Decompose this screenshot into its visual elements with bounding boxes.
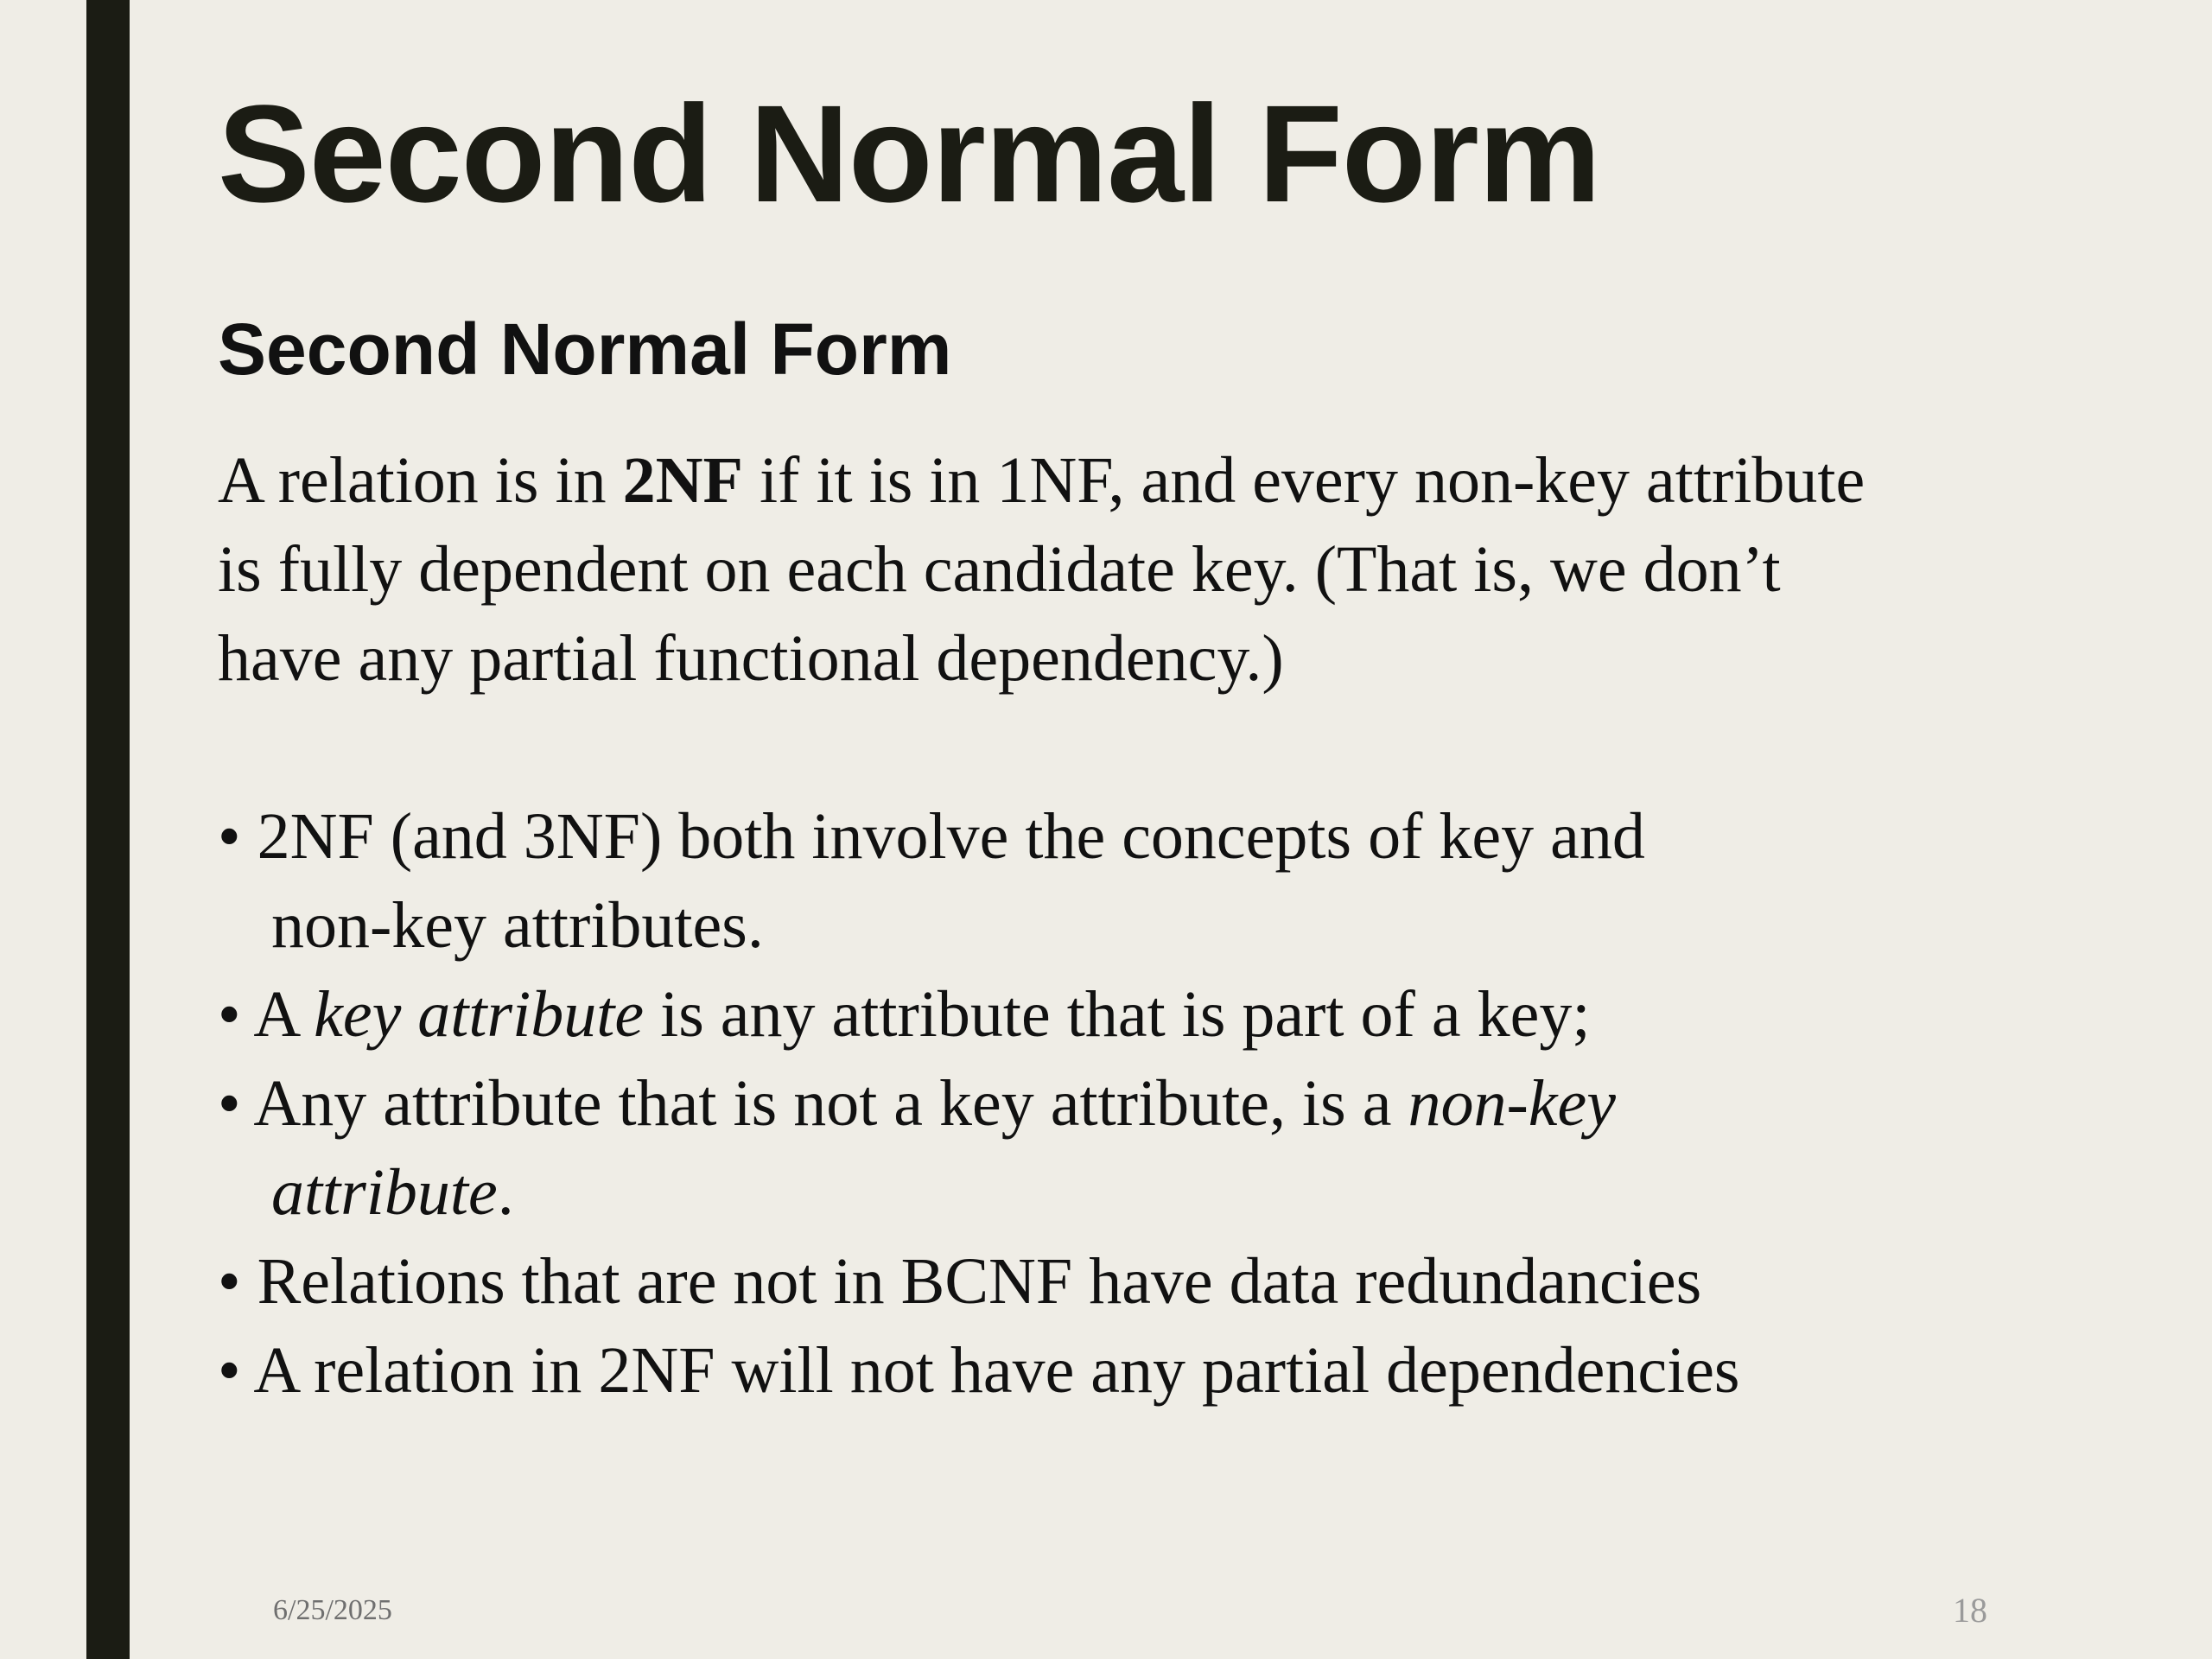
bullet-text: • A [218, 978, 315, 1051]
term-key-attribute: key attribute [314, 978, 645, 1051]
bullet-1-line-1: • 2NF (and 3NF) both involve the concepts of key and [218, 800, 1645, 873]
bullet-3-line-1 [218, 1059, 2153, 1148]
slide-title: Second Normal Form [218, 76, 1601, 231]
bullet-4: • Relations that are not in BCNF have data redundancies [218, 1245, 1702, 1318]
definition-text: if it is in 1NF, and every non-key attribute [742, 444, 1866, 517]
definition-term-2nf: 2NF [622, 444, 743, 517]
definition-text: A relation is in [218, 444, 623, 517]
bullet-1-line-2: non-key attributes. [271, 889, 764, 962]
slide-subtitle: Second Normal Form [218, 308, 952, 390]
definition-line-2: is fully dependent on each candidate key. (That is, we don’t [218, 533, 1781, 606]
bullet-2 [218, 970, 2153, 1059]
footer-date: 6/25/2025 [273, 1594, 392, 1626]
side-accent-bar [86, 0, 130, 1659]
slide-body [218, 436, 2153, 1415]
bullet-5: • A relation in 2NF will not have any partial dependencies [218, 1334, 1740, 1407]
slide-number: 18 [1953, 1591, 1987, 1630]
bullet-text: is any attribute that is part of a key; [644, 978, 1591, 1051]
term-non-key: non-key [1408, 1067, 1616, 1140]
bullet-3-line-2 [218, 1148, 2153, 1237]
spacer [218, 703, 2153, 792]
bullet-text: • Any attribute that is not a key attribute, is a [218, 1067, 1408, 1140]
bullet-text: . [497, 1156, 514, 1229]
definition-line-3: have any partial functional dependency.) [218, 622, 1284, 695]
definition-line-1 [218, 436, 2153, 525]
term-attribute: attribute [271, 1156, 498, 1229]
